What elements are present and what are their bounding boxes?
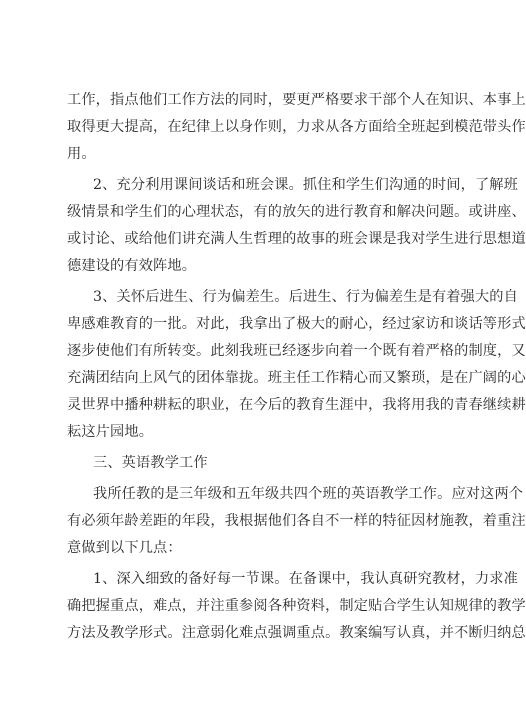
section-heading: 三、英语教学工作 (93, 455, 208, 471)
p2-line-2: 级情景和学生们的心理状态，有的放矢的进行教育和解决问题。或讲座、 (67, 204, 526, 220)
p4-line-3: 意做到以下几点： (67, 540, 182, 556)
p4-line-1: 我所任教的是三年级和五年级共四个班的英语教学工作。应对这两个 (93, 486, 524, 502)
p3-line-5: 灵世界中播种耕耘的职业，在今后的教育生涯中，我将用我的青春继续耕 (67, 397, 526, 413)
p5-line-1: 1、深入细致的备好每一节课。在备课中，我认真研究教材，力求准 (93, 571, 518, 587)
p1-line-2: 取得更大提高，在纪律上以身作则，力求从各方面给全班起到模范带头作 (67, 119, 526, 135)
p2-line-3: 或讨论、或给他们讲充满人生哲理的故事的班会课是我对学生进行思想道 (67, 231, 526, 247)
p3-line-2: 卑感难教育的一批。对此，我拿出了极大的耐心，经过家访和谈话等形式 (67, 316, 526, 332)
p2-line-4: 德建设的有效阵地。 (67, 258, 197, 274)
p5-line-2: 确把握重点，难点，并注重参阅各种资料，制定贴合学生认知规律的教学 (67, 598, 526, 614)
p4-line-2: 有必须年龄差距的年段，我根据他们各自不一样的特征因材施教，着重注 (67, 513, 526, 529)
p3-line-6: 耘这片园地。 (67, 424, 154, 440)
p3-line-4: 充满团结向上风气的团体靠拢。班主任工作精心而又繁琐，是在广阔的心 (67, 370, 526, 386)
p1-line-1: 工作，指点他们工作方法的同时，要更严格要求干部个人在知识、本事上 (67, 92, 526, 108)
p1-line-3: 用。 (67, 146, 96, 162)
p2-line-1: 2、充分利用课间谈话和班会课。抓住和学生们沟通的时间，了解班 (93, 177, 518, 193)
p5-line-3: 方法及教学形式。注意弱化难点强调重点。教案编写认真，并不断归纳总 (67, 625, 526, 641)
p3-line-3: 逐步使他们有所转变。此刻我班已经逐步向着一个既有着严格的制度，又 (67, 343, 526, 359)
p3-line-1: 3、关怀后进生、行为偏差生。后进生、行为偏差生是有着强大的自 (93, 289, 518, 305)
